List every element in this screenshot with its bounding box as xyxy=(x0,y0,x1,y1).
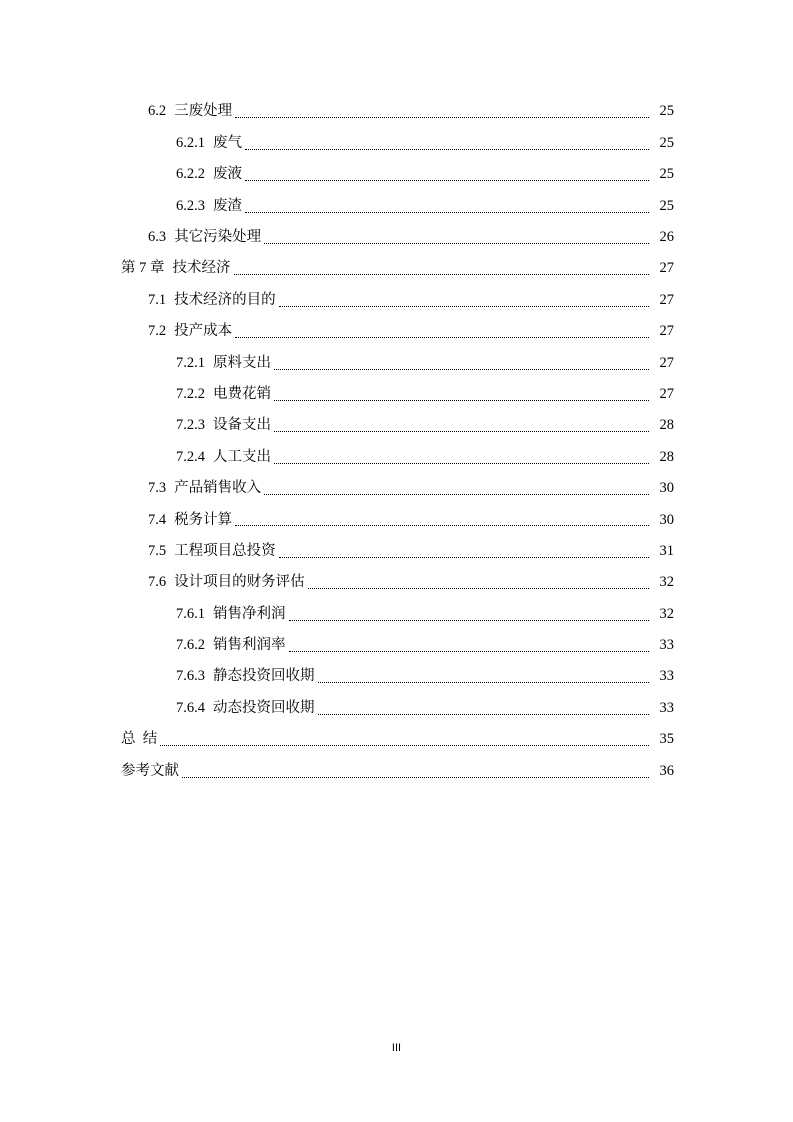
toc-dot-leader xyxy=(160,744,649,746)
toc-entry-number: 7.4 xyxy=(148,511,167,528)
toc-entry-page: 30 xyxy=(659,480,674,497)
toc-entry-title: 销售净利润 xyxy=(213,605,286,622)
toc-dot-leader xyxy=(245,179,649,181)
toc-entry-title: 三废处理 xyxy=(174,103,233,120)
toc-entry[interactable] xyxy=(0,159,793,190)
toc-entry-title: 废气 xyxy=(213,134,242,151)
toc-dot-leader xyxy=(234,273,650,275)
toc-dot-leader xyxy=(274,399,649,401)
toc-entry-page: 30 xyxy=(659,511,674,528)
toc-entry-title: 废渣 xyxy=(213,197,242,214)
toc-entry-title: 电费花销 xyxy=(213,385,271,402)
toc-entry-number: 7.2.1 xyxy=(176,354,205,371)
toc-entry-title: 销售利润率 xyxy=(213,637,286,654)
toc-entry-number: 6.2.3 xyxy=(176,197,205,214)
toc-entry[interactable] xyxy=(0,190,793,221)
toc-entry-page: 33 xyxy=(659,668,674,685)
toc-entry[interactable] xyxy=(0,661,793,692)
toc-dot-leader xyxy=(264,493,649,495)
toc-entry[interactable] xyxy=(0,473,793,504)
toc-dot-leader xyxy=(235,116,649,118)
toc-entry[interactable] xyxy=(0,535,793,566)
toc-entry-page: 25 xyxy=(659,134,674,151)
toc-entry-number: 7.2.3 xyxy=(176,417,205,434)
toc-dot-leader xyxy=(308,587,649,589)
toc-entry-title: 工程项目总投资 xyxy=(174,542,276,559)
toc-dot-leader xyxy=(235,524,649,526)
toc-dot-leader xyxy=(245,148,649,150)
toc-entry-number: 7.3 xyxy=(148,480,167,497)
toc-dot-leader xyxy=(264,242,649,244)
toc-entry-page: 32 xyxy=(659,574,674,591)
toc-entry[interactable] xyxy=(0,96,793,127)
toc-entry-title: 技术经济的目的 xyxy=(174,291,276,308)
toc-dot-leader xyxy=(289,619,650,621)
toc-entry-number: 7.2.4 xyxy=(176,448,205,465)
toc-entry-number: 6.2.1 xyxy=(176,134,205,151)
toc-entry-number: 第 7 章 xyxy=(121,260,165,277)
toc-entry[interactable] xyxy=(0,724,793,755)
toc-entry-number: 6.2 xyxy=(148,103,167,120)
toc-entry-number: 7.6.3 xyxy=(176,668,205,685)
toc-entry[interactable] xyxy=(0,127,793,158)
toc-entry-page: 27 xyxy=(659,323,674,340)
toc-entry-page: 31 xyxy=(659,542,674,559)
toc-entry-number: 6.2.2 xyxy=(176,166,205,183)
toc-entry-page: 27 xyxy=(659,354,674,371)
toc-dot-leader xyxy=(289,650,650,652)
toc-dot-leader xyxy=(235,336,649,338)
toc-entry-page: 27 xyxy=(659,291,674,308)
toc-entry[interactable] xyxy=(0,567,793,598)
page-number: III xyxy=(391,1042,402,1054)
toc-entry-page: 25 xyxy=(659,197,674,214)
toc-entry-title: 总 结 xyxy=(121,731,158,748)
toc-entry[interactable] xyxy=(0,598,793,629)
toc-entry[interactable] xyxy=(0,253,793,284)
toc-entry[interactable] xyxy=(0,504,793,535)
toc-entry[interactable] xyxy=(0,347,793,378)
toc-dot-leader xyxy=(279,305,649,307)
toc-entry[interactable] xyxy=(0,410,793,441)
toc-entry-title: 人工支出 xyxy=(213,448,271,465)
toc-entry-title: 静态投资回收期 xyxy=(213,668,315,685)
toc-entry-title: 设备支出 xyxy=(213,417,271,434)
toc-entry[interactable] xyxy=(0,755,793,786)
toc-entry-title: 其它污染处理 xyxy=(174,229,262,245)
toc-entry-page: 28 xyxy=(659,417,674,434)
toc-entry-page: 33 xyxy=(659,637,674,654)
toc-entry-page: 33 xyxy=(659,699,674,716)
toc-entry-page: 36 xyxy=(659,762,674,779)
toc-entry[interactable] xyxy=(0,222,793,253)
toc-dot-leader xyxy=(245,211,649,213)
toc-entry-title: 废液 xyxy=(213,166,242,183)
toc-dot-leader xyxy=(274,462,649,464)
toc-entry-title: 动态投资回收期 xyxy=(213,699,315,716)
toc-entry-title: 技术经济 xyxy=(172,260,231,277)
toc-dot-leader xyxy=(274,430,649,432)
toc-dot-leader xyxy=(318,713,650,715)
toc-entry-title: 投产成本 xyxy=(174,323,233,340)
toc-entry-page: 32 xyxy=(659,605,674,622)
toc-dot-leader xyxy=(182,776,649,778)
toc-entry[interactable] xyxy=(0,630,793,661)
toc-entry-number: 7.2 xyxy=(148,323,167,340)
toc-entry-number: 7.6.2 xyxy=(176,637,205,654)
toc-entry-number: 6.3 xyxy=(148,229,167,245)
toc-entry[interactable] xyxy=(0,284,793,315)
toc-entry-number: 7.6.1 xyxy=(176,605,205,622)
toc-entry-number: 7.1 xyxy=(148,291,167,308)
toc-entry-number: 7.6.4 xyxy=(176,699,205,716)
toc-entry-page: 28 xyxy=(659,448,674,465)
toc-entry-page: 27 xyxy=(659,260,674,277)
toc-entry-number: 7.6 xyxy=(148,574,167,591)
toc-entry-number: 7.2.2 xyxy=(176,385,205,402)
toc-entry[interactable] xyxy=(0,316,793,347)
toc-entry-title: 税务计算 xyxy=(174,511,233,528)
toc-entry[interactable] xyxy=(0,441,793,472)
toc-entry[interactable] xyxy=(0,379,793,410)
toc-entry-title: 参考文献 xyxy=(121,762,179,779)
toc-entry-title: 产品销售收入 xyxy=(174,480,262,497)
toc-entry-page: 25 xyxy=(659,103,674,120)
toc-entry-page: 35 xyxy=(659,731,674,748)
table-of-contents xyxy=(0,96,793,787)
toc-entry-title: 设计项目的财务评估 xyxy=(174,574,305,591)
toc-dot-leader xyxy=(274,368,649,370)
toc-entry-title: 原料支出 xyxy=(213,354,271,371)
toc-entry-page: 27 xyxy=(659,385,674,402)
toc-dot-leader xyxy=(279,556,649,558)
toc-entry[interactable] xyxy=(0,692,793,723)
toc-entry-page: 26 xyxy=(659,229,674,245)
toc-dot-leader xyxy=(318,681,650,683)
toc-entry-number: 7.5 xyxy=(148,542,167,559)
toc-entry-page: 25 xyxy=(659,166,674,183)
